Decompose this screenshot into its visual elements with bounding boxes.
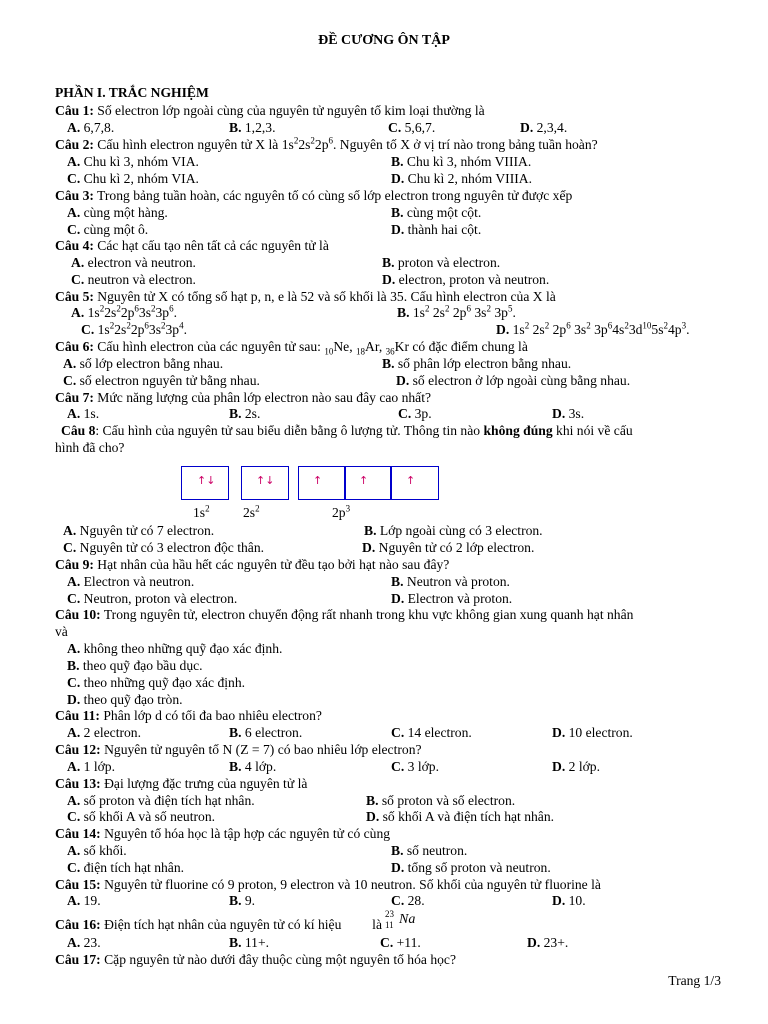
up-arrow-icon: ↑ bbox=[406, 474, 416, 487]
q3-option-b: B. cùng một cột. bbox=[391, 205, 482, 220]
question-6: Câu 6: Cấu hình electron của các nguyên tử sau: $_{10}$Ne, $_{18}$Ar, $_{36}$Kr có đặc điểm chung là bbox=[55, 339, 528, 357]
question-5: Câu 5: Nguyên tử X có tổng số hạt p, n, e là 52 và số khối là 35. Cấu hình electron của X là bbox=[55, 289, 556, 304]
q2-option-c: C. Chu kì 2, nhóm VIA. bbox=[67, 171, 199, 186]
q10-option-a: A. không theo những quỹ đạo xác định. bbox=[67, 641, 283, 656]
section-heading: PHẦN I. TRẮC NGHIỆM bbox=[55, 85, 209, 100]
q3-option-d: D. thành hai cột. bbox=[391, 222, 482, 237]
question-1: Câu 1: Số electron lớp ngoài cùng của nguyên tử nguyên tố kim loại thường là bbox=[55, 103, 485, 118]
paired-arrows-icon: ↑↓ bbox=[197, 474, 216, 487]
q8-option-d: D. Nguyên tử có 2 lớp electron. bbox=[362, 540, 535, 555]
q5-option-d: D. $1s^2$ $2s^2$ $2p^6$ $3s^2$ $3p^64s^23d^{10}5s^24p^3$. bbox=[496, 320, 690, 337]
q13-option-d: D. số khối A và điện tích hạt nhân. bbox=[366, 809, 555, 824]
q15-option-b: B. 9. bbox=[229, 893, 256, 908]
q15-option-c: C. 28. bbox=[391, 893, 425, 908]
q13-option-b: B. số proton và số electron. bbox=[366, 793, 516, 808]
q7-option-a: A. 1s. bbox=[67, 406, 100, 421]
q16-option-d: D. 23+. bbox=[527, 935, 569, 950]
q2-option-b: B. Chu kì 3, nhóm VIIIA. bbox=[391, 154, 532, 169]
q7-option-c: C. 3p. bbox=[398, 406, 432, 421]
q11-option-a: A. 2 electron. bbox=[67, 725, 141, 740]
nuclide-mass-number: 23 bbox=[385, 909, 394, 919]
q10-option-b: B. theo quỹ đạo bầu dục. bbox=[67, 658, 203, 673]
q6-option-a: A. số lớp electron bằng nhau. bbox=[63, 356, 224, 371]
orbital-label-2p: $2p^3$ bbox=[332, 503, 351, 520]
up-arrow-icon: ↑ bbox=[359, 474, 369, 487]
q1-option-d: D. 2,3,4. bbox=[520, 120, 568, 135]
question-15: Câu 15: Nguyên tử fluorine có 9 proton, 9 electron và 10 neutron. Số khối của nguyên tử fluorine là bbox=[55, 877, 601, 892]
q14-option-c: C. điện tích hạt nhân. bbox=[67, 860, 185, 875]
q12-option-b: B. 4 lớp. bbox=[229, 759, 277, 774]
question-11: Câu 11: Phân lớp d có tối đa bao nhiêu electron? bbox=[55, 708, 322, 723]
q11-option-d: D. 10 electron. bbox=[552, 725, 633, 740]
q7-option-b: B. 2s. bbox=[229, 406, 261, 421]
question-14: Câu 14: Nguyên tố hóa học là tập hợp các nguyên tử có cùng bbox=[55, 826, 391, 841]
q15-option-a: A. 19. bbox=[67, 893, 101, 908]
q5-option-a: A. $1s^22s^22p^63s^23p^6$. bbox=[71, 303, 177, 320]
question-3: Câu 3: Trong bảng tuần hoàn, các nguyên tố có cùng số lớp electron trong nguyên tử được xếp bbox=[55, 188, 573, 203]
q9-option-b: B. Neutron và proton. bbox=[391, 574, 510, 589]
q6-option-b: B. số phân lớp electron bằng nhau. bbox=[382, 356, 572, 371]
q2-option-a: A. Chu kì 3, nhóm VIA. bbox=[67, 154, 199, 169]
q4-option-a: A. electron và neutron. bbox=[71, 255, 196, 270]
q1-option-c: C. 5,6,7. bbox=[388, 120, 436, 135]
q14-option-a: A. số khối. bbox=[67, 843, 127, 858]
q9-option-a: A. Electron và neutron. bbox=[67, 574, 195, 589]
question-16: Câu 16: Điện tích hạt nhân của nguyên tử có kí hiệu là bbox=[55, 917, 382, 932]
question-10: Câu 10: Trong nguyên tử, electron chuyển động rất nhanh trong khu vực không gian xung quanh hạt nhân bbox=[55, 607, 634, 622]
q12-option-d: D. 2 lớp. bbox=[552, 759, 600, 774]
question-8-cont: hình đã cho? bbox=[55, 440, 125, 455]
q8-option-b: B. Lớp ngoài cùng có 3 electron. bbox=[364, 523, 543, 538]
q3-option-c: C. cùng một ô. bbox=[67, 222, 149, 237]
q12-option-c: C. 3 lớp. bbox=[391, 759, 439, 774]
question-4: Câu 4: Các hạt cấu tạo nên tất cả các nguyên tử là bbox=[55, 238, 329, 253]
q6-option-c: C. số electron nguyên tử bằng nhau. bbox=[63, 373, 260, 388]
question-12: Câu 12: Nguyên tử nguyên tố N (Z = 7) có bao nhiêu lớp electron? bbox=[55, 742, 422, 757]
q10-option-d: D. theo quỹ đạo tròn. bbox=[67, 692, 183, 707]
q10-option-c: C. theo những quỹ đạo xác định. bbox=[67, 675, 246, 690]
paired-arrows-icon: ↑↓ bbox=[256, 474, 275, 487]
q13-option-c: C. số khối A và số neutron. bbox=[67, 809, 216, 824]
q8-option-a: A. Nguyên tử có 7 electron. bbox=[63, 523, 215, 538]
q7-option-d: D. 3s. bbox=[552, 406, 585, 421]
nuclide-atomic-number: 11 bbox=[385, 920, 394, 930]
q5-option-c: C. $1s^22s^22p^63s^23p^4$. bbox=[81, 320, 187, 337]
q1-option-b: B. 1,2,3. bbox=[229, 120, 276, 135]
q5-option-b: B. $1s^2$ $2s^2$ $2p^6$ $3s^2$ $3p^5$. bbox=[397, 303, 516, 320]
q1-option-a: A. 6,7,8. bbox=[67, 120, 115, 135]
q16-option-a: A. 23. bbox=[67, 935, 101, 950]
question-9: Câu 9: Hạt nhân của hầu hết các nguyên tử đều tạo bởi hạt nào sau đây? bbox=[55, 557, 450, 572]
q13-option-a: A. số proton và điện tích hạt nhân. bbox=[67, 793, 255, 808]
q4-option-b: B. proton và electron. bbox=[382, 255, 501, 270]
nuclide-symbol: Na bbox=[399, 912, 416, 927]
page-title: ĐỀ CƯƠNG ÔN TẬP bbox=[318, 33, 450, 48]
q6-option-d: D. số electron ở lớp ngoài cùng bằng nhau. bbox=[396, 373, 631, 388]
question-13: Câu 13: Đại lượng đặc trưng của nguyên tử là bbox=[55, 776, 308, 791]
question-8: Câu 8: Cấu hình của nguyên tử sau biểu diễn bằng ô lượng tử. Thông tin nào không đúng khi nói về cấu bbox=[61, 423, 633, 438]
q9-option-d: D. Electron và proton. bbox=[391, 591, 513, 606]
q15-option-d: D. 10. bbox=[552, 893, 586, 908]
orbital-label-1s: $1s^2$ bbox=[193, 503, 210, 520]
question-17: Câu 17: Cặp nguyên tử nào dưới đây thuộc cùng một nguyên tố hóa học? bbox=[55, 952, 456, 967]
q12-option-a: A. 1 lớp. bbox=[67, 759, 115, 774]
q11-option-b: B. 6 electron. bbox=[229, 725, 303, 740]
q11-option-c: C. 14 electron. bbox=[391, 725, 472, 740]
q3-option-a: A. cùng một hàng. bbox=[67, 205, 168, 220]
orbital-label-2s: $2s^2$ bbox=[243, 503, 260, 520]
q8-option-c: C. Nguyên tử có 3 electron độc thân. bbox=[63, 540, 265, 555]
question-10-cont: và bbox=[55, 624, 68, 639]
q4-option-d: D. electron, proton và neutron. bbox=[382, 272, 550, 287]
q2-option-d: D. Chu kì 2, nhóm VIIIA. bbox=[391, 171, 532, 186]
q4-option-c: C. neutron và electron. bbox=[71, 272, 196, 287]
q9-option-c: C. Neutron, proton và electron. bbox=[67, 591, 238, 606]
q16-option-c: C. +11. bbox=[380, 935, 421, 950]
question-7: Câu 7: Mức năng lượng của phân lớp electron nào sau đây cao nhất? bbox=[55, 390, 432, 405]
page-number: Trang 1/3 bbox=[668, 973, 721, 988]
q16-option-b: B. 11+. bbox=[229, 935, 270, 950]
q14-option-b: B. số neutron. bbox=[391, 843, 468, 858]
up-arrow-icon: ↑ bbox=[313, 474, 323, 487]
question-2: Câu 2: Cấu hình electron nguyên tử X là $1s^22s^22p^6$. Nguyên tố X ở vị trí nào trong bảng tuần hoàn? bbox=[55, 135, 598, 152]
q14-option-d: D. tổng số proton và neutron. bbox=[391, 860, 551, 875]
